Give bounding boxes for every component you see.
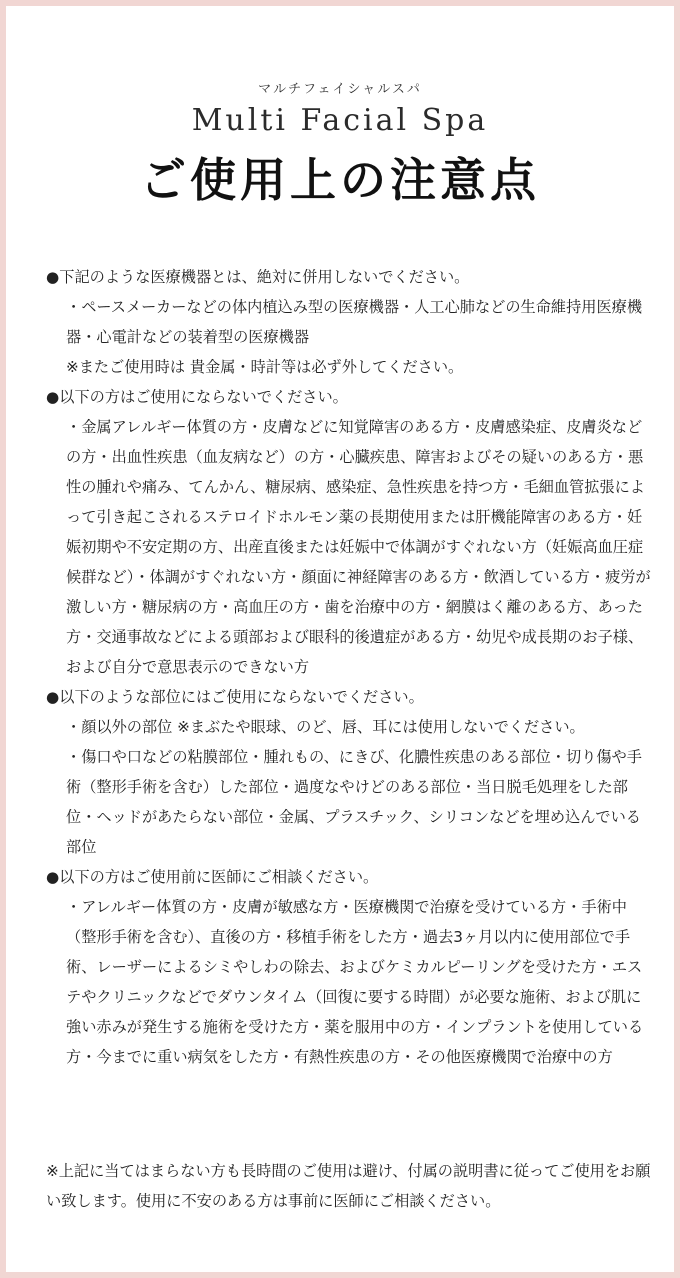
section-heading: ●以下の方はご使用前に医師にご相談ください。: [46, 868, 379, 886]
page-title: ご使用上の注意点: [140, 153, 540, 207]
section-heading: ●以下のような部位にはご使用にならないでください。: [46, 688, 424, 706]
section-prohibited-persons: [46, 382, 651, 682]
footnote: ※上記に当てはまらない方も長時間のご使用は避け、付属の説明書に従ってご使用をお願い致します。使用に不安のある方は事前に医師にご相談ください。: [46, 1162, 651, 1210]
header: [6, 78, 674, 210]
precautions-list: [46, 262, 651, 1072]
section-medical-devices: [46, 262, 651, 382]
section-item: ・ペースメーカーなどの体内植込み型の医療機器・人工心肺などの生命維持用医療機器・心電計などの装着型の医療機器: [66, 298, 643, 346]
section-item: ・傷口や口などの粘膜部位・腫れもの、にきび、化膿性疾患のある部位・切り傷や手術（整形手術を含む）した部位・過度なやけどのある部位・当日脱毛処理をした部位・ヘッドがあたらない部位・金属、プラスチック、シリコンなどを埋め込んでいる部位: [66, 748, 642, 856]
section-item: ・金属アレルギー体質の方・皮膚などに知覚障害のある方・皮膚感染症、皮膚炎などの方・出血性疾患（血友病など）の方・心臓疾患、障害およびその疑いのある方・悪性の腫れや痛み、てんかん、糖尿病、感染症、急性疾患を持つ方・毛細血管拡張によって引き起こされるステロイドホルモン薬の長期使用または肝機能障害のある方・妊娠初期や不安定期の方、出産直後または妊娠中で体調がすぐれない方（妊娠高血圧症候群など）・体調がすぐれない方・顔面に神経障害のある方・飲酒している方・疲労が激しい方・糖尿病の方・高血圧の方・歯を治療中の方・網膜はく離のある方、あった方・交通事故などによる頭部および眼科的後遺症がある方・幼児や成長期のお子様、および自分で意思表示のできない方: [66, 418, 651, 676]
section-heading: ●下記のような医療機器とは、絶対に併用しないでください。: [46, 268, 470, 286]
section-heading: ●以下の方はご使用にならないでください。: [46, 388, 348, 406]
product-brand-name: Multi Facial Spa: [191, 103, 489, 138]
section-item: ・顔以外の部位 ※まぶたや眼球、のど、唇、耳には使用しないでください。: [66, 718, 585, 736]
section-prohibited-areas: [46, 682, 651, 862]
section-consult-doctor: [46, 862, 651, 1072]
section-item: ・アレルギー体質の方・皮膚が敏感な方・医療機関で治療を受けている方・手術中（整形手術を含む）、直後の方・移植手術をした方・過去3ヶ月以内に使用部位で手術、レーザーによるシミやしわの除去、およびケミカルピーリングを受けた方・エステやクリニックなどでダウンタイム（回復に要する時間）が必要な施術、および肌に強い赤みが発生する施術を受けた方・薬を服用中の方・インプラントを使用している方・今までに重い病気をした方・有熱性疾患の方・その他医療機関で治療中の方: [66, 898, 644, 1066]
section-note: ※またご使用時は 貴金属・時計等は必ず外してください。: [66, 358, 464, 376]
product-kana-name: マルチフェイシャルスパ: [258, 82, 422, 97]
